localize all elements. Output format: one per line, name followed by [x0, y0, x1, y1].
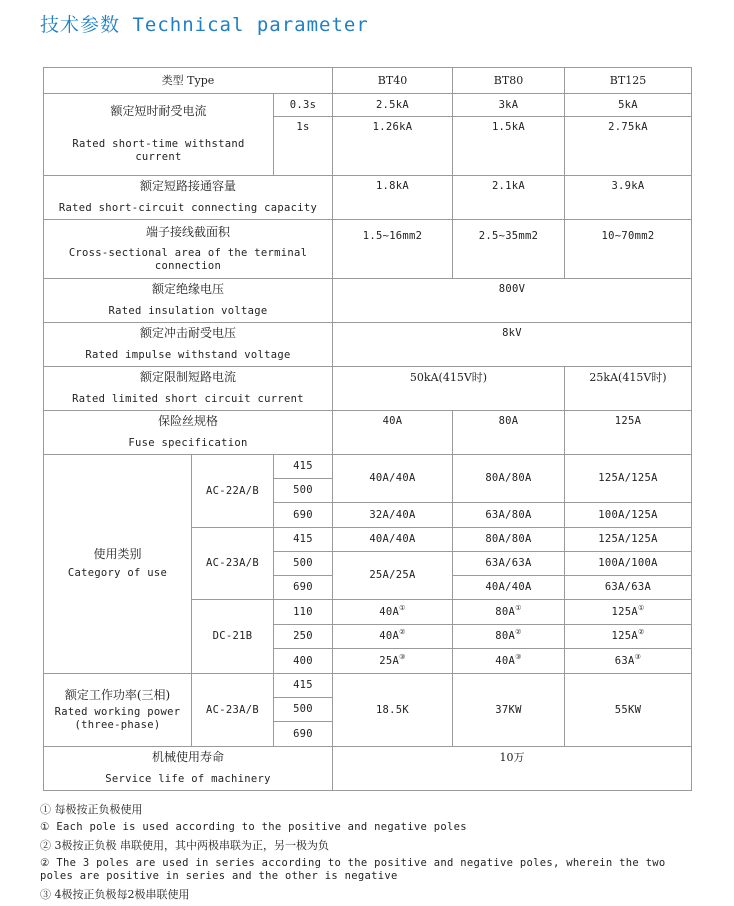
value-cell: 80A: [453, 411, 565, 455]
model-bt125-header: BT125: [565, 68, 692, 94]
value-cell: 100A/100A: [565, 552, 692, 576]
model-bt40-header: BT40: [333, 68, 453, 94]
footnotes: [40, 803, 700, 906]
short-time-label: 额定短时耐受电流 Rated short-time withstand current: [44, 94, 274, 176]
terminal-label: 端子接线截面积 Cross-sectional area of the terminal connection: [44, 220, 333, 279]
ac22-label: AC-22A/B: [192, 455, 274, 528]
power-label: 额定工作功率(三相) Rated working power (three-phase): [44, 674, 192, 747]
table-row: [44, 747, 692, 791]
fuse-label: 保险丝规格 Fuse specification: [44, 411, 333, 455]
value-cell: 40A: [333, 411, 453, 455]
value-cell: 1.8kA: [333, 176, 453, 220]
value-cell: 40A①: [333, 600, 453, 625]
note-2-en: ② The 3 poles are used in series according to the positive and negative poles, wherein the two poles are positive in series and the other is negative: [40, 857, 666, 882]
category-label: 使用类别 Category of use: [44, 455, 192, 674]
note-1-cn: ① 每极按正负极使用: [40, 803, 143, 816]
voltage-cell: 690: [274, 576, 333, 600]
value-cell: 8kV: [333, 323, 692, 367]
table-header-row: [44, 68, 692, 94]
voltage-cell: 690: [274, 503, 333, 528]
value-cell: 40A/40A: [453, 576, 565, 600]
value-cell: 5kA: [565, 94, 692, 117]
value-cell: 40A③: [453, 649, 565, 674]
table-row: [44, 94, 692, 117]
value-cell: 40A/40A: [333, 455, 453, 503]
note-2-cn: ② 3极按正负极 串联使用，其中两极串联为正，另一极为负: [40, 839, 329, 852]
value-cell: 40A/40A: [333, 528, 453, 552]
duration-cell: 1s: [274, 117, 333, 176]
note-3-cn: ③ 4极按正负极每2极串联使用: [40, 888, 190, 901]
value-cell: 1.5kA: [453, 117, 565, 176]
voltage-cell: 400: [274, 649, 333, 674]
voltage-cell: 500: [274, 698, 333, 722]
value-cell: 125A/125A: [565, 528, 692, 552]
value-cell: 125A①: [565, 600, 692, 625]
voltage-cell: 415: [274, 528, 333, 552]
power-category-label: AC-23A/B: [192, 674, 274, 747]
note-1-en: ① Each pole is used according to the positive and negative poles: [40, 821, 467, 833]
value-cell: 80A①: [453, 600, 565, 625]
value-cell: 3kA: [453, 94, 565, 117]
value-cell: 2.1kA: [453, 176, 565, 220]
value-cell: 2.75kA: [565, 117, 692, 176]
impulse-label: 额定冲击耐受电压 Rated impulse withstand voltage: [44, 323, 333, 367]
value-cell: 32A/40A: [333, 503, 453, 528]
value-cell: 63A/63A: [565, 576, 692, 600]
page-title: 技术参数 Technical parameter: [40, 14, 369, 36]
voltage-cell: 415: [274, 455, 333, 479]
table-row: [44, 176, 692, 220]
value-cell: 40A②: [333, 625, 453, 649]
table-row: [44, 674, 692, 698]
voltage-cell: 500: [274, 552, 333, 576]
table-row: [44, 367, 692, 411]
value-cell: 25A③: [333, 649, 453, 674]
technical-parameter-table: [43, 67, 692, 791]
value-cell: 2.5kA: [333, 94, 453, 117]
value-cell: 55KW: [565, 674, 692, 747]
value-cell: 80A②: [453, 625, 565, 649]
ac23-label: AC-23A/B: [192, 528, 274, 600]
table-row: [44, 220, 692, 279]
value-cell: 125A: [565, 411, 692, 455]
value-cell: 800V: [333, 279, 692, 323]
type-header: 类型 Type: [44, 68, 333, 94]
value-cell: 1.5~16mm2: [333, 220, 453, 279]
value-cell: 100A/125A: [565, 503, 692, 528]
life-label: 机械使用寿命 Service life of machinery: [44, 747, 333, 791]
value-cell: 10万: [333, 747, 692, 791]
value-cell: 2.5~35mm2: [453, 220, 565, 279]
insulation-label: 额定绝缘电压 Rated insulation voltage: [44, 279, 333, 323]
value-cell: 80A/80A: [453, 455, 565, 503]
value-cell: 18.5K: [333, 674, 453, 747]
table-row: [44, 455, 692, 479]
table-row: [44, 411, 692, 455]
voltage-cell: 415: [274, 674, 333, 698]
value-cell: 125A②: [565, 625, 692, 649]
value-cell: 80A/80A: [453, 528, 565, 552]
value-cell: 63A/80A: [453, 503, 565, 528]
voltage-cell: 690: [274, 722, 333, 747]
value-cell: 25kA(415V时): [565, 367, 692, 411]
connecting-label: 额定短路接通容量 Rated short-circuit connecting capacity: [44, 176, 333, 220]
table-row: [44, 279, 692, 323]
dc21-label: DC-21B: [192, 600, 274, 674]
value-cell: 3.9kA: [565, 176, 692, 220]
value-cell: 25A/25A: [333, 552, 453, 600]
value-cell: 125A/125A: [565, 455, 692, 503]
voltage-cell: 110: [274, 600, 333, 625]
value-cell: 1.26kA: [333, 117, 453, 176]
duration-cell: 0.3s: [274, 94, 333, 117]
value-cell: 37KW: [453, 674, 565, 747]
value-cell: 63A/63A: [453, 552, 565, 576]
value-cell: 10~70mm2: [565, 220, 692, 279]
value-cell: 63A③: [565, 649, 692, 674]
limited-label: 额定限制短路电流 Rated limited short circuit current: [44, 367, 333, 411]
table-row: [44, 323, 692, 367]
value-cell: 50kA(415V时): [333, 367, 565, 411]
voltage-cell: 500: [274, 479, 333, 503]
model-bt80-header: BT80: [453, 68, 565, 94]
voltage-cell: 250: [274, 625, 333, 649]
